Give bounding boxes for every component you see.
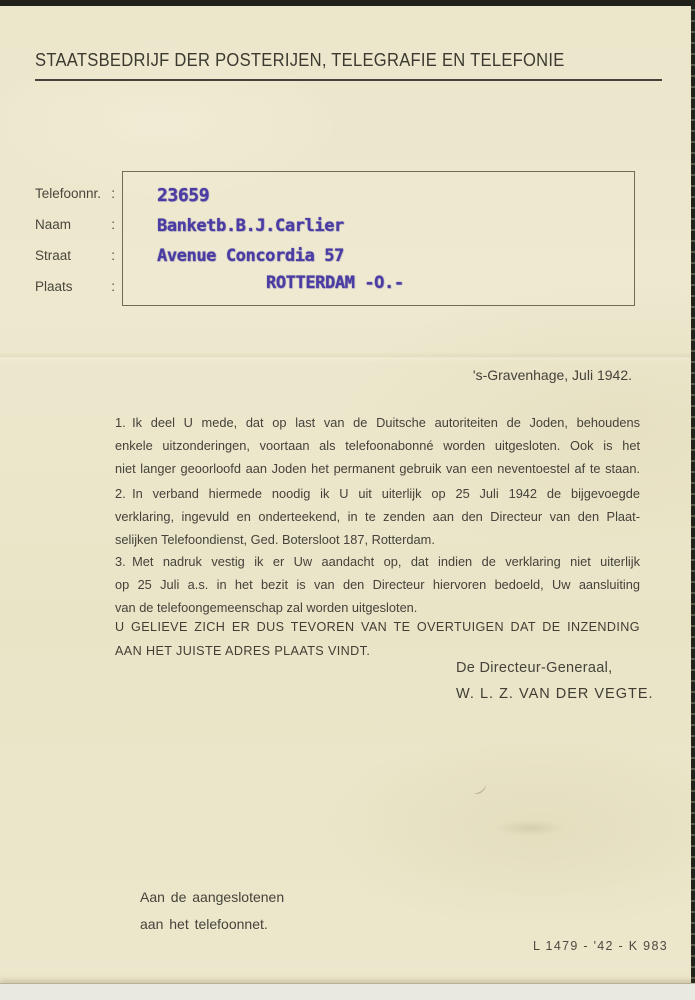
signature-name: W. L. Z. VAN DER VEGTE. [456, 686, 654, 702]
dateline: 's-Gravenhage, Juli 1942. [472, 367, 632, 383]
address-field-label-naam [35, 217, 115, 232]
paragraph-line: verklaring, ingevuld en onderteekend, in te zenden aan den Directeur van den Plaat- [115, 509, 640, 524]
signature-role: De Directeur-Generaal, [456, 660, 613, 676]
paragraph-line: van de telefoongemeenschap zal worden uitgesloten. [115, 600, 418, 615]
address-field-label-telefoonnr [35, 186, 115, 201]
paragraph-line: niet langer geoorloofd aan Joden het permanent gebruik van een neventoestel af te staan. [115, 461, 640, 476]
paper-crease [0, 352, 695, 362]
scan-edge-bottom [0, 983, 695, 1000]
paragraph-line: enkele uitzonderingen, voortaan als telefoonabonné worden uitgesloten. Ook is het [115, 438, 640, 453]
paper-smudge [495, 820, 565, 836]
typed-name: Banketb.B.J.Carlier [157, 216, 344, 236]
field-label: Plaats [35, 279, 73, 294]
letterhead-title: STAATSBEDRIJF DER POSTERIJEN, TELEGRAFIE EN TELEFONIE [35, 50, 565, 70]
recipient-note [140, 884, 284, 938]
typed-telephone-number: 23659 [157, 185, 210, 206]
typed-city: ROTTERDAM -O.- [266, 273, 404, 293]
form-reference: L 1479 - '42 - K 983 [533, 939, 668, 953]
field-colon: : [111, 217, 115, 232]
paragraph-line: selijken Telefoondienst, Ged. Botersloot 187, Rotterdam. [115, 532, 435, 547]
letterhead-rule [35, 79, 662, 81]
pencil-mark [470, 780, 487, 796]
paragraph-line: 2. In verband hiermede noodig ik U uit uiterlijk op 25 Juli 1942 de bijgevoegde [115, 486, 640, 501]
scan-edge-top [0, 0, 695, 6]
paragraph-line: op 25 Juli a.s. in het bezit is van den Directeur hiervoren bedoeld, Uw aansluiting [115, 577, 640, 592]
field-colon: : [111, 279, 115, 294]
field-label: Telefoonnr. [35, 186, 102, 201]
recipient-line: Aan de aangeslotenen [140, 889, 285, 905]
address-field-label-straat [35, 248, 115, 263]
address-box [122, 171, 635, 306]
recipient-line: aan het telefoonnet. [140, 916, 268, 932]
paragraph-line: 1. Ik deel U mede, dat op last van de Duitsche autoriteiten de Joden, behoudens [115, 415, 640, 430]
emphasis-line: U GELIEVE ZICH ER DUS TEVOREN VAN TE OVERTUIGEN DAT DE INZENDING [115, 620, 640, 634]
emphasis-line: AAN HET JUISTE ADRES PLAATS VINDT. [115, 644, 371, 658]
field-colon: : [111, 248, 115, 263]
paragraph-line: 3. Met nadruk vestig ik er Uw aandacht op, dat indien de verklaring niet uiterlijk [115, 554, 640, 569]
scan-edge-right [691, 0, 695, 983]
paragraph-1 [115, 411, 640, 480]
signature-block [456, 655, 654, 707]
paragraph-3 [115, 550, 640, 619]
typed-street: Avenue Concordia 57 [157, 246, 344, 266]
field-label: Naam [35, 217, 72, 232]
address-field-label-plaats [35, 279, 115, 294]
paragraph-2 [115, 482, 640, 551]
field-colon: : [111, 186, 115, 201]
field-label: Straat [35, 248, 72, 263]
